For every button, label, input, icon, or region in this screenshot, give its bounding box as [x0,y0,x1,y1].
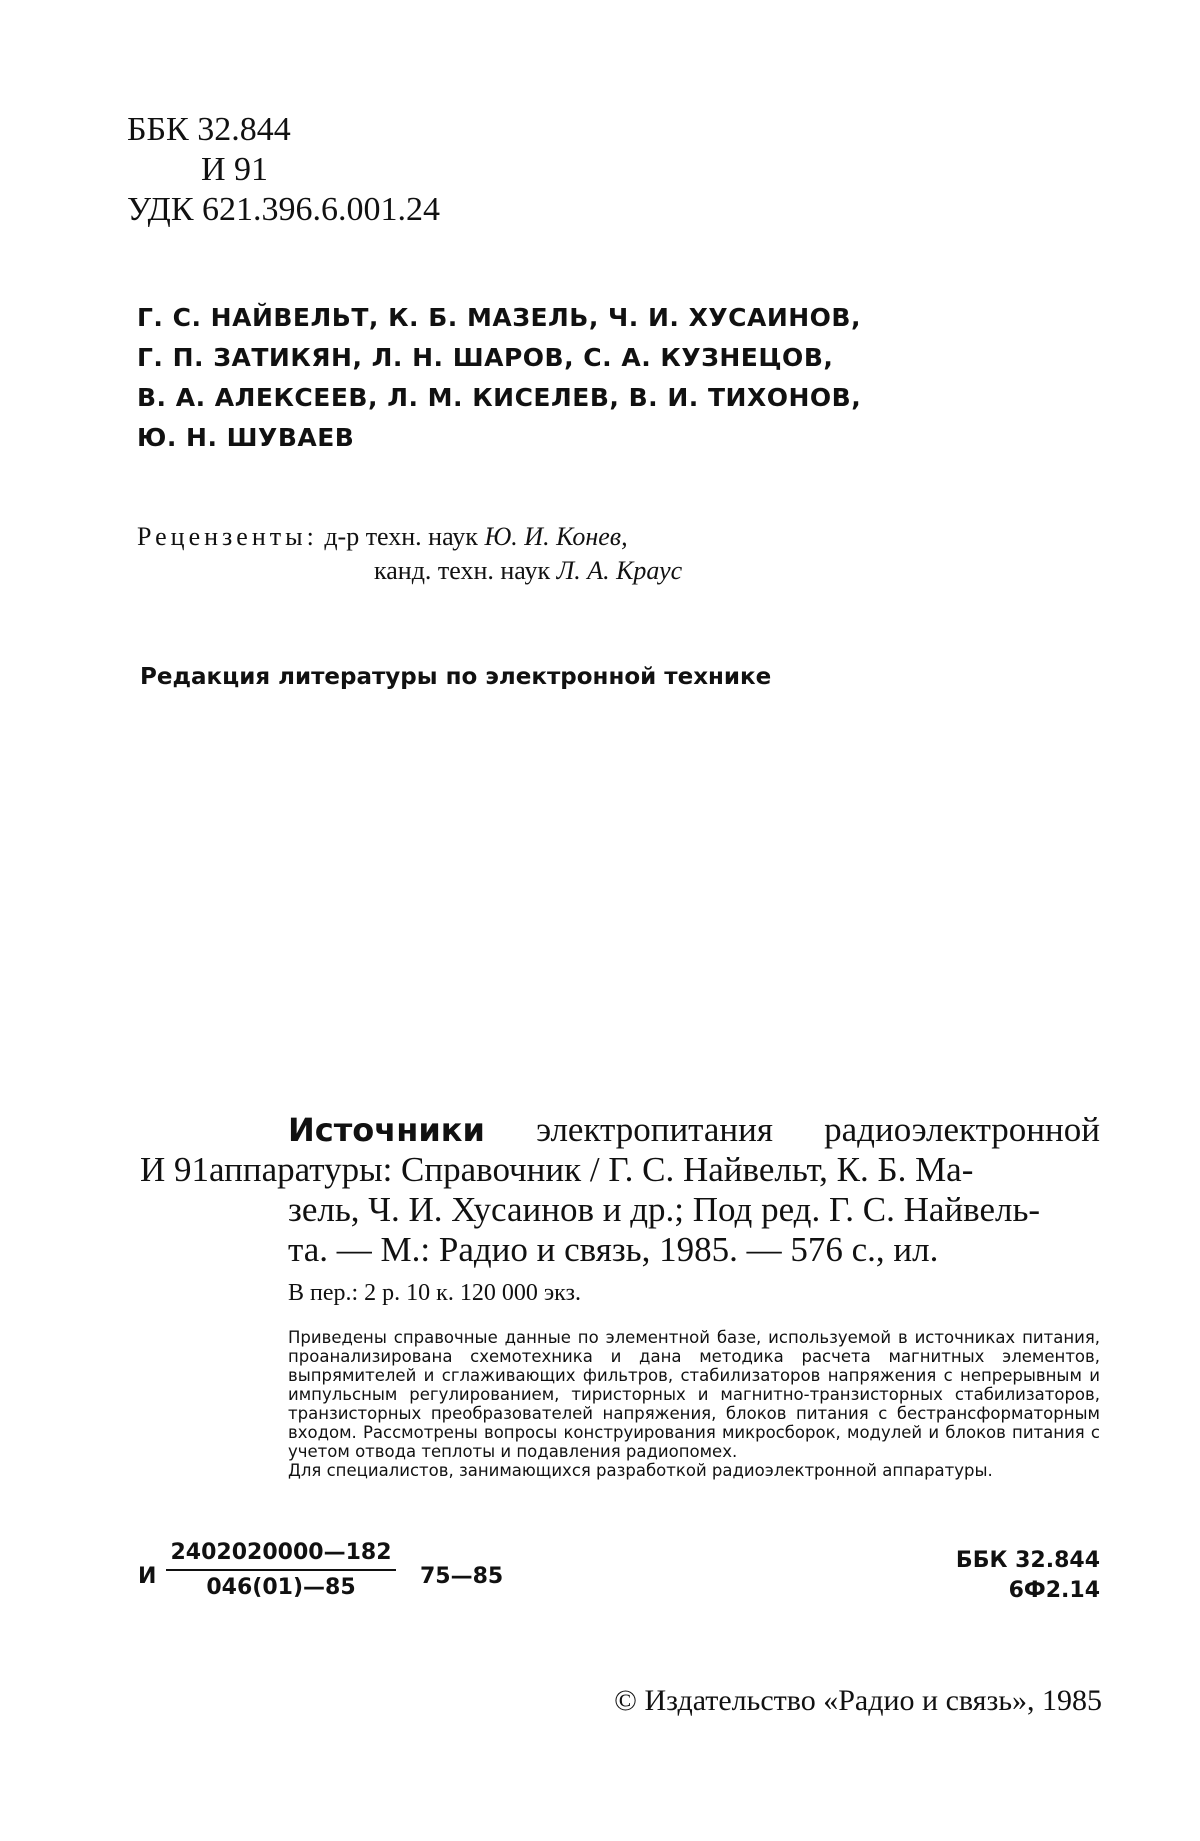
bib-index: И 91 [140,1150,210,1189]
bbk-bottom-line: ББК 32.844 [955,1548,1100,1573]
classification-block [127,110,440,230]
reviewers-label: Рецензенты: [137,522,318,551]
price-and-print-run: В пер.: 2 р. 10 к. 120 000 экз. [288,1280,581,1306]
bib-line: зель, Ч. И. Хусаинов и др.; Под ред. Г. С. Найвель- [288,1190,1041,1229]
index-letter: И [138,1564,157,1589]
reviewers-block [137,520,682,588]
authors-line: Г. П. ЗАТИКЯН, Л. Н. ШАРОВ, С. А. КУЗНЕЦОВ, [137,343,834,372]
bibliographic-description [140,1110,1100,1270]
bib-line [140,1150,1100,1190]
authors-line: В. А. АЛЕКСЕЕВ, Л. М. КИСЕЛЕВ, В. И. ТИХОНОВ, [137,383,862,412]
index-suffix: 75—85 [420,1564,504,1589]
abstract-paragraph: Приведены справочные данные по элементной базе, используемой в источниках питания, проанализирована схемотехника и дана методика расчета магнитных элементов, выпрямителей и сглаживающих фильтров, стабилизаторов напряжения с непрерывным и импульсным регулированием, тиристорных и магнитно-транзисторных стабилизаторов, транзисторных преобразователей напряжения, блоков питания с бестрансформаторным входом. Рассмотрены вопросы конструирования микросборок, модулей и блоков питания с учетом отвода теплоты и подавления радиопомех. [288,1328,1100,1461]
editorial-office: Редакция литературы по электронной технике [140,664,772,690]
bbk-code: ББК 32.844 [127,111,291,148]
bib-line [140,1110,1100,1150]
authors-line: Ю. Н. ШУВАЕВ [137,423,355,452]
bib-line: та. — М.: Радио и связь, 1985. — 576 с., ил. [288,1230,939,1269]
index-numerator: 2402020000—182 [166,1540,396,1571]
bib-title-word: радиоэлектронной [824,1110,1100,1149]
author-index: И 91 [201,151,269,188]
reviewer-name: Ю. И. Конев, [484,522,628,551]
copyright-notice: © Издательство «Радио и связь», 1985 [614,1684,1102,1717]
bbk-bottom-line: 6Ф2.14 [1008,1578,1100,1603]
reviewer-row [137,554,682,588]
abstract-paragraph: Для специалистов, занимающихся разработкой радиоэлектронной аппаратуры. [288,1461,993,1480]
reviewer-name: Л. А. Краус [556,556,683,585]
bib-text: аппаратуры: Справочник / Г. С. Найвельт, К. Б. Ма- [209,1150,974,1189]
bbk-bottom [956,1546,1100,1606]
reviewer-degree: д-р техн. наук [324,522,478,551]
index-fraction [166,1540,396,1600]
authors-line: Г. С. НАЙВЕЛЬТ, К. Б. МАЗЕЛЬ, Ч. И. ХУСАИНОВ, [137,303,861,332]
bib-title-word: Источники [288,1111,485,1149]
reviewer-row [137,520,682,554]
authors-block [137,298,861,458]
index-denominator: 046(01)—85 [206,1575,356,1600]
reviewer-degree: канд. техн. наук [374,556,551,585]
udk-code: УДК 621.396.6.001.24 [127,191,441,228]
bib-title-word: электропитания [536,1110,773,1149]
abstract [288,1328,1100,1480]
